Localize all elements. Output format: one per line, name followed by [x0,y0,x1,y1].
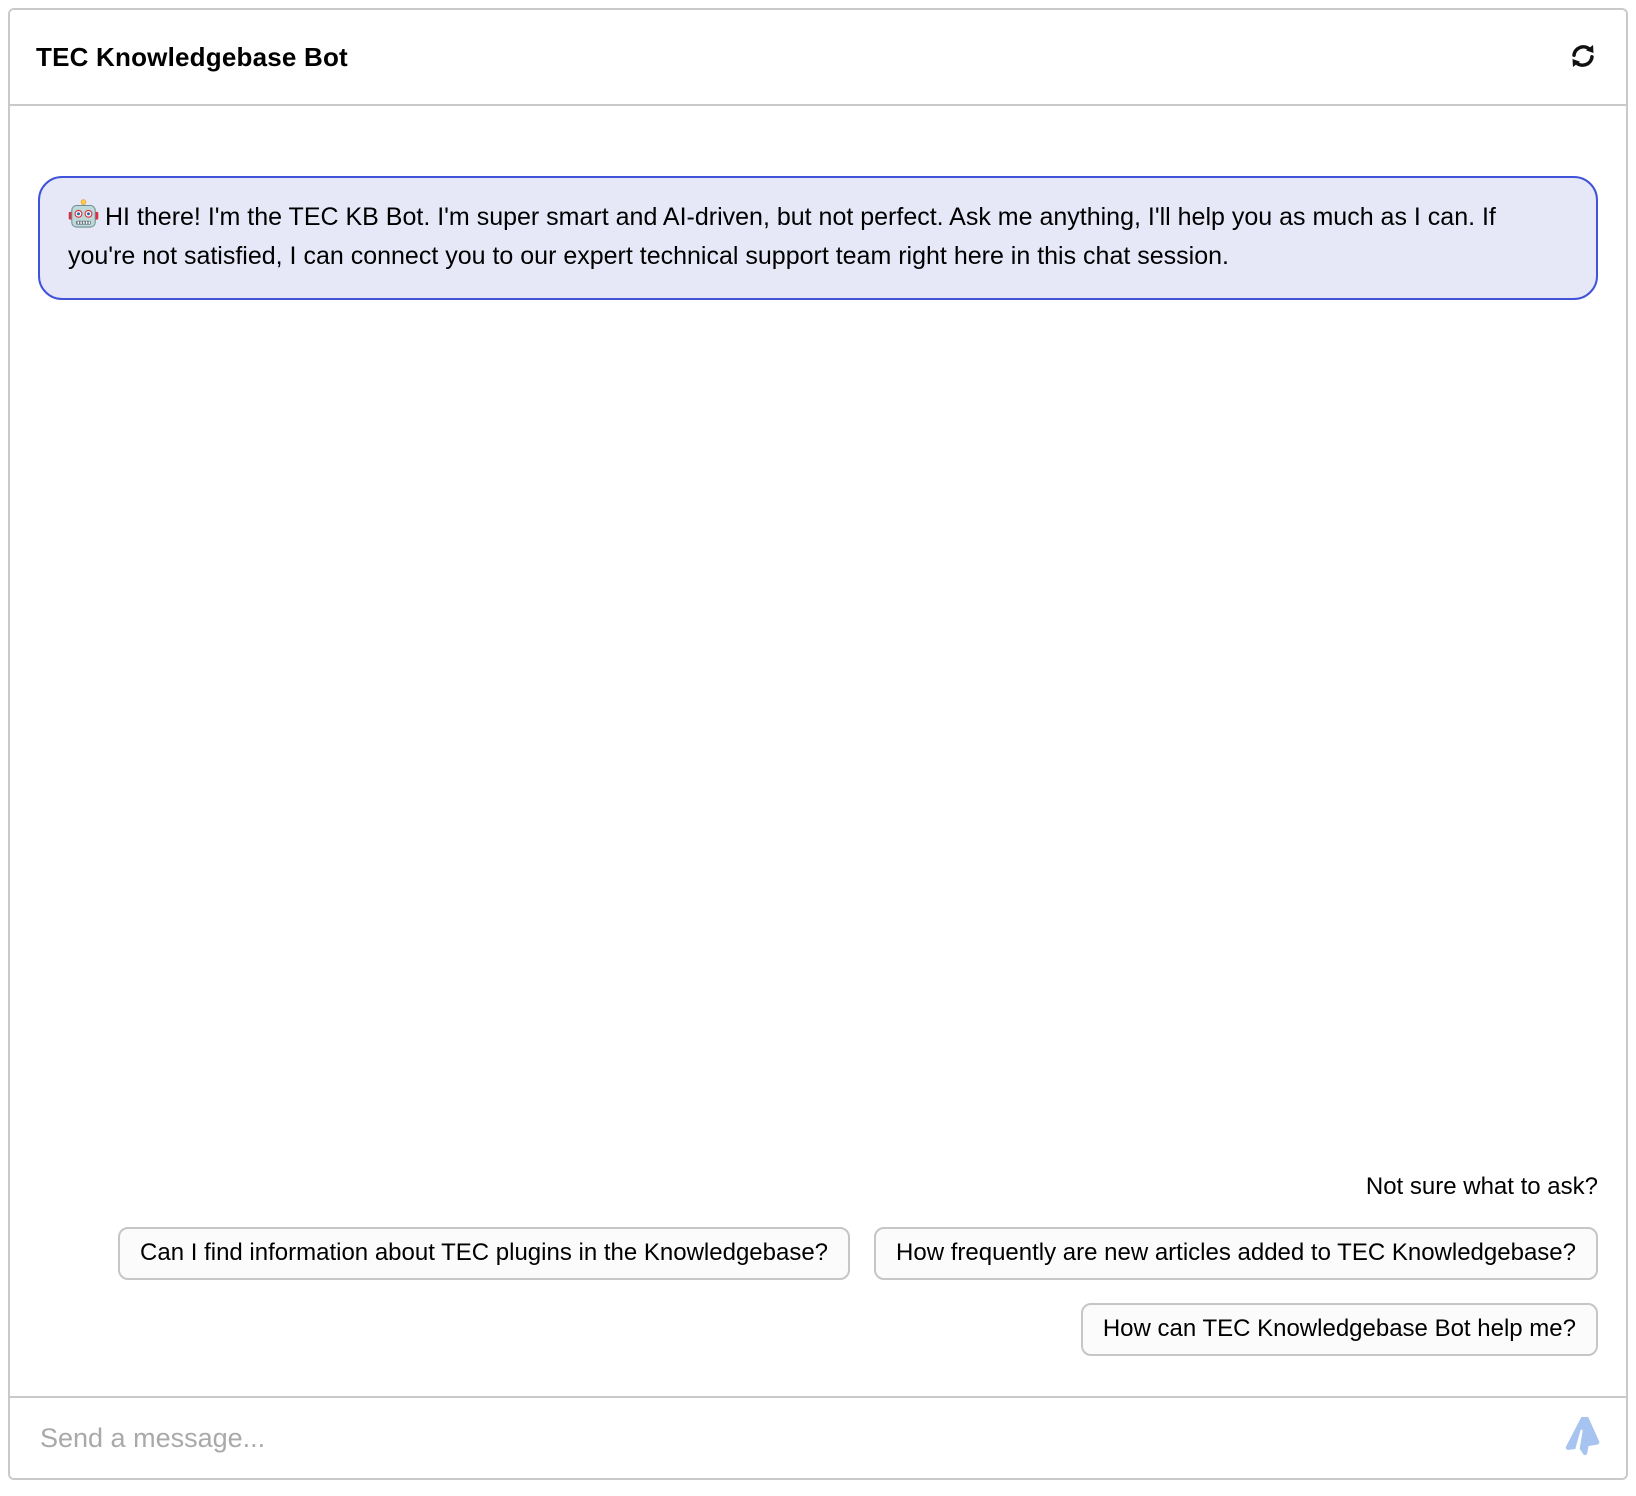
bot-message-text: HI there! I'm the TEC KB Bot. I'm super smart and AI-driven, but not perfect. Ask me anything, I'll help you as much as I can. If you're not satisfied, I can connect you to our expert technical support team right here in this chat session. [68,203,1496,270]
suggestion-button-bot-help[interactable]: How can TEC Knowledgebase Bot help me? [1081,1303,1598,1356]
bot-message-bubble [38,176,1598,300]
suggestion-button-tec-plugins[interactable]: Can I find information about TEC plugins in the Knowledgebase? [118,1227,850,1280]
message-input[interactable] [32,1423,1558,1454]
header [10,10,1626,106]
refresh-button[interactable] [1566,40,1600,74]
suggestion-row-1 [38,1227,1598,1280]
suggestions-prompt: Not sure what to ask? [1365,1173,1598,1200]
suggestion-row-2 [38,1303,1598,1356]
chat-widget [8,8,1628,1480]
robot-emoji-icon [68,199,99,230]
suggestion-button-new-articles[interactable]: How frequently are new articles added to TEC Knowledgebase? [874,1227,1598,1280]
widget-title: TEC Knowledgebase Bot [36,41,348,72]
refresh-icon [1569,42,1597,73]
chat-area [10,106,1626,1396]
composer [10,1396,1626,1478]
suggestions-section [38,1173,1598,1356]
send-button[interactable] [1558,1416,1602,1460]
paper-plane-icon [1560,1417,1600,1460]
